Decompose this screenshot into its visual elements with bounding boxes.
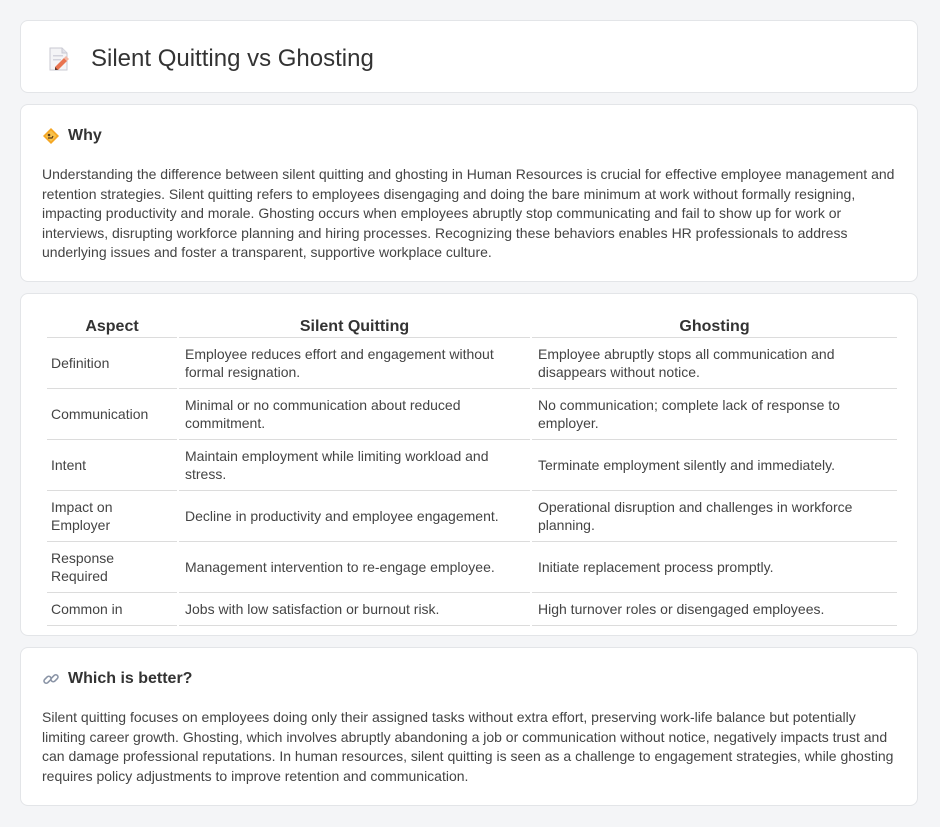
document-pencil-icon xyxy=(47,46,71,72)
better-text: Silent quitting focuses on employees doing only their assigned tasks without extra effort, preserving work-life balance but potentially limiting career growth. Ghosting, which involves abruptly abandoning a job or communication without notice, negatively impacts trust and can damage professional reputations. In human resources, silent quitting is seen as a challenge to engagement strategies, while ghosting requires policy adjustments to improve retention and communication. xyxy=(42,709,894,784)
why-text: Understanding the difference between silent quitting and ghosting in Human Resources is crucial for effective employee management and retention strategies. Silent quitting refers to employees disengaging and doing the bare minimum at work without formally resigning, impacting productivity and morale. Ghosting occurs when employees abruptly stop communicating and fail to show up for work or interviews, disrupting workforce planning and hiring processes. Recognizing these behaviors enables HR professionals to address underlying issues and foster a transparent, supportive workplace culture. xyxy=(42,166,895,261)
row-silent-quitting: Management intervention to re-engage employee. xyxy=(179,542,530,593)
why-title: Why xyxy=(68,127,102,144)
row-ghosting: No communication; complete lack of response to employer. xyxy=(532,389,897,440)
why-heading xyxy=(42,127,102,145)
better-title: Which is better? xyxy=(68,670,193,687)
row-aspect: Impact on Employer xyxy=(47,491,177,542)
table-header-row xyxy=(47,316,897,338)
comparison-table xyxy=(45,316,899,626)
row-silent-quitting: Maintain employment while limiting workload and stress. xyxy=(179,440,530,491)
table-row xyxy=(47,338,897,389)
row-silent-quitting: Jobs with low satisfaction or burnout risk. xyxy=(179,593,530,626)
row-ghosting: Employee abruptly stops all communication and disappears without notice. xyxy=(532,338,897,389)
row-silent-quitting: Minimal or no communication about reduced commitment. xyxy=(179,389,530,440)
row-aspect: Definition xyxy=(47,338,177,389)
row-ghosting: High turnover roles or disengaged employees. xyxy=(532,593,897,626)
row-ghosting: Initiate replacement process promptly. xyxy=(532,542,897,593)
row-ghosting: Terminate employment silently and immediately. xyxy=(532,440,897,491)
table-row xyxy=(47,491,897,542)
row-aspect: Intent xyxy=(47,440,177,491)
why-section xyxy=(20,104,918,282)
header-aspect: Aspect xyxy=(47,316,177,338)
table-row xyxy=(47,542,897,593)
title-row xyxy=(47,45,374,73)
row-aspect: Common in xyxy=(47,593,177,626)
table-row xyxy=(47,389,897,440)
row-silent-quitting: Decline in productivity and employee engagement. xyxy=(179,491,530,542)
better-heading xyxy=(42,670,192,688)
comparison-section xyxy=(20,293,918,636)
header-ghosting: Ghosting xyxy=(532,316,897,338)
diamond-sign-icon xyxy=(42,127,60,145)
table-row xyxy=(47,593,897,626)
row-aspect: Communication xyxy=(47,389,177,440)
row-silent-quitting: Employee reduces effort and engagement without formal resignation. xyxy=(179,338,530,389)
row-ghosting: Operational disruption and challenges in workforce planning. xyxy=(532,491,897,542)
header-silent-quitting: Silent Quitting xyxy=(179,316,530,338)
link-icon xyxy=(42,670,60,688)
which-is-better-section xyxy=(20,647,918,806)
page-title: Silent Quitting vs Ghosting xyxy=(91,45,374,72)
table-row xyxy=(47,440,897,491)
title-card xyxy=(20,20,918,93)
row-aspect: Response Required xyxy=(47,542,177,593)
